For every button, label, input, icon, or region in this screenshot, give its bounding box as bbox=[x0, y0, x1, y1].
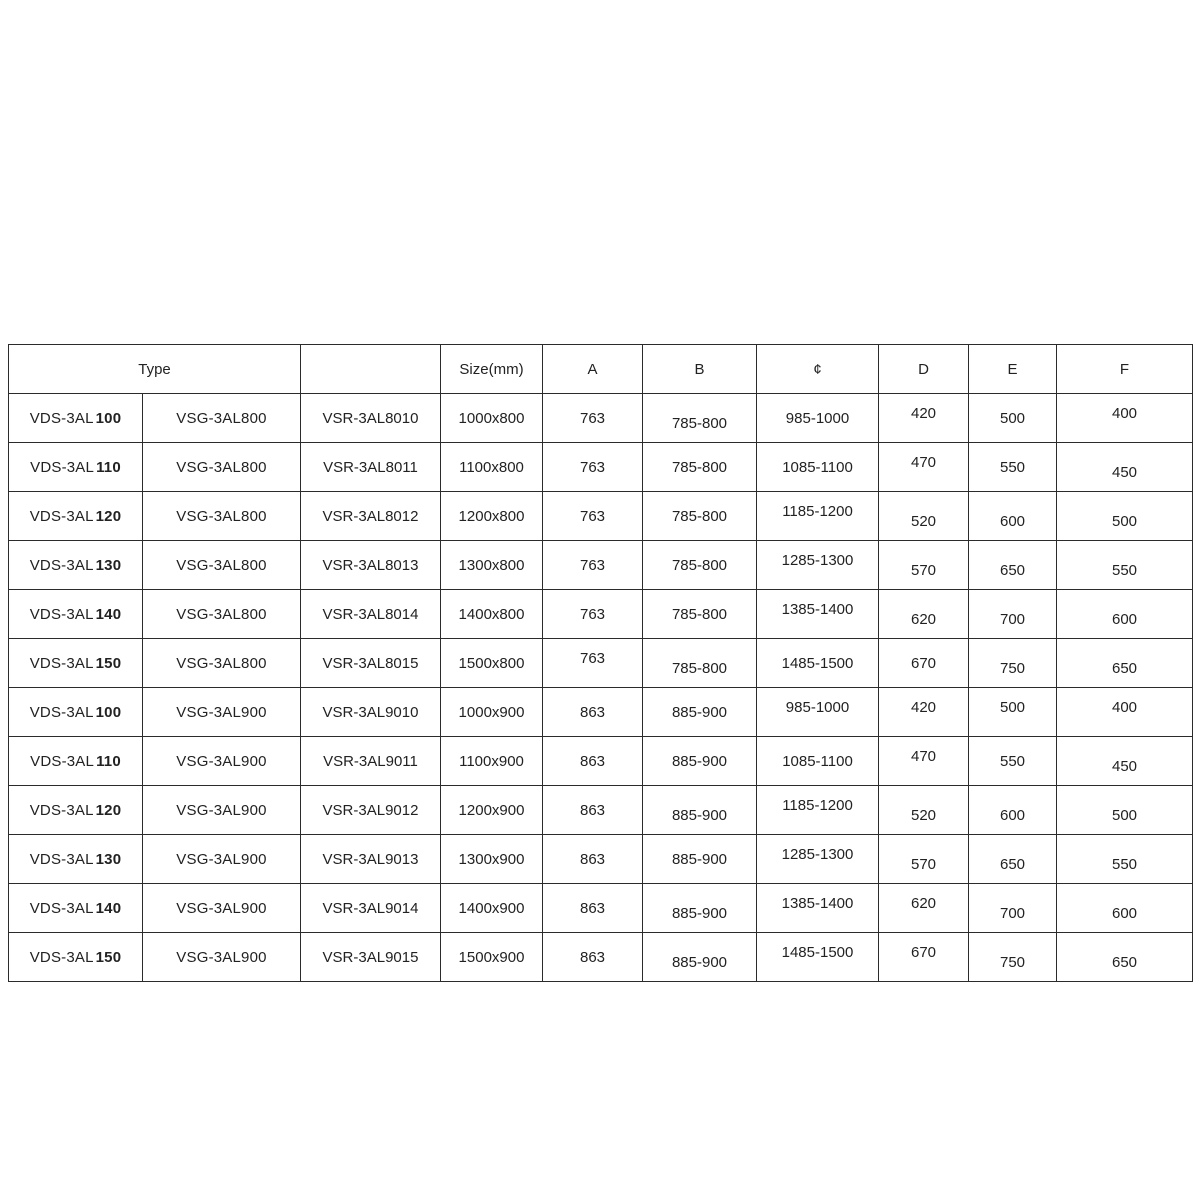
cell-dimension-e: 750 bbox=[969, 644, 1057, 693]
type-primary-model: VDS-3AL bbox=[29, 507, 94, 525]
type-primary-number: 120 bbox=[95, 801, 122, 819]
cell-dimension-e: 500 bbox=[969, 683, 1057, 732]
cell-size: 1400x800 bbox=[441, 590, 543, 639]
cell-type-secondary: VSG-3AL900 bbox=[143, 786, 301, 835]
cell-dimension-b: 785-800 bbox=[643, 644, 757, 693]
cell-dimension-f: 500 bbox=[1057, 497, 1193, 546]
specification-table bbox=[8, 344, 1193, 982]
cell-dimension-e: 700 bbox=[969, 889, 1057, 938]
cell-dimension-a: 863 bbox=[543, 884, 643, 933]
cell-type-secondary: VSG-3AL800 bbox=[143, 394, 301, 443]
cell-type-secondary: VSG-3AL900 bbox=[143, 884, 301, 933]
table-row bbox=[9, 737, 1193, 786]
cell-dimension-b: 785-800 bbox=[643, 492, 757, 541]
cell-dimension-d: 420 bbox=[879, 389, 969, 438]
cell-dimension-c: 1085-1100 bbox=[757, 443, 879, 492]
cell-dimension-b: 785-800 bbox=[643, 443, 757, 492]
cell-dimension-d: 470 bbox=[879, 438, 969, 487]
cell-dimension-c: 1185-1200 bbox=[757, 487, 879, 536]
type-primary-model: VDS-3AL bbox=[29, 409, 94, 427]
cell-type-secondary: VSG-3AL800 bbox=[143, 443, 301, 492]
cell-size: 1100x800 bbox=[441, 443, 543, 492]
cell-dimension-c: 1285-1300 bbox=[757, 830, 879, 879]
cell-dimension-c: 985-1000 bbox=[757, 394, 879, 443]
cell-dimension-e: 600 bbox=[969, 497, 1057, 546]
type-primary-model: VDS-3AL bbox=[29, 850, 94, 868]
cell-dimension-a: 863 bbox=[543, 933, 643, 982]
cell-type-tertiary: VSR-3AL9010 bbox=[301, 688, 441, 737]
cell-dimension-f: 400 bbox=[1057, 683, 1193, 732]
cell-dimension-e: 500 bbox=[969, 394, 1057, 443]
column-header-b: B bbox=[643, 345, 757, 394]
table-header-row bbox=[9, 345, 1193, 394]
cell-size: 1000x900 bbox=[441, 688, 543, 737]
cell-dimension-c: 1285-1300 bbox=[757, 536, 879, 585]
cell-dimension-c: 1485-1500 bbox=[757, 639, 879, 688]
cell-type-tertiary: VSR-3AL9015 bbox=[301, 933, 441, 982]
spec-table-container bbox=[8, 344, 1192, 982]
cell-dimension-a: 863 bbox=[543, 737, 643, 786]
type-primary-model: VDS-3AL bbox=[29, 605, 94, 623]
cell-type-primary bbox=[9, 639, 143, 688]
column-header-blank bbox=[301, 345, 441, 394]
table-row bbox=[9, 688, 1193, 737]
cell-dimension-e: 650 bbox=[969, 546, 1057, 595]
cell-dimension-a: 763 bbox=[543, 634, 643, 683]
cell-dimension-d: 670 bbox=[879, 639, 969, 688]
cell-dimension-b: 885-900 bbox=[643, 889, 757, 938]
cell-type-primary bbox=[9, 590, 143, 639]
column-header-c: ¢ bbox=[757, 345, 879, 394]
cell-dimension-f: 450 bbox=[1057, 448, 1193, 497]
table-row bbox=[9, 884, 1193, 933]
type-primary-number: 110 bbox=[96, 458, 121, 476]
cell-type-tertiary: VSR-3AL8015 bbox=[301, 639, 441, 688]
cell-type-primary bbox=[9, 933, 143, 982]
cell-type-primary bbox=[9, 737, 143, 786]
cell-dimension-b: 885-900 bbox=[643, 938, 757, 987]
table-row bbox=[9, 443, 1193, 492]
cell-dimension-e: 550 bbox=[969, 443, 1057, 492]
cell-dimension-b: 785-800 bbox=[643, 399, 757, 448]
cell-dimension-a: 763 bbox=[543, 590, 643, 639]
cell-type-secondary: VSG-3AL900 bbox=[143, 688, 301, 737]
cell-type-secondary: VSG-3AL900 bbox=[143, 933, 301, 982]
cell-size: 1500x800 bbox=[441, 639, 543, 688]
cell-type-primary bbox=[9, 541, 143, 590]
cell-type-primary bbox=[9, 394, 143, 443]
type-primary-model: VDS-3AL bbox=[29, 654, 94, 672]
cell-type-tertiary: VSR-3AL8012 bbox=[301, 492, 441, 541]
table-row bbox=[9, 786, 1193, 835]
table-row bbox=[9, 639, 1193, 688]
cell-dimension-d: 520 bbox=[879, 791, 969, 840]
cell-dimension-f: 600 bbox=[1057, 595, 1193, 644]
type-primary-number: 100 bbox=[95, 409, 122, 427]
cell-dimension-f: 500 bbox=[1057, 791, 1193, 840]
cell-dimension-d: 620 bbox=[879, 879, 969, 928]
cell-dimension-e: 600 bbox=[969, 791, 1057, 840]
cell-size: 1000x800 bbox=[441, 394, 543, 443]
cell-dimension-b: 785-800 bbox=[643, 541, 757, 590]
cell-dimension-a: 763 bbox=[543, 443, 643, 492]
type-primary-number: 100 bbox=[95, 703, 122, 721]
cell-dimension-a: 863 bbox=[543, 835, 643, 884]
cell-type-secondary: VSG-3AL800 bbox=[143, 492, 301, 541]
cell-dimension-b: 885-900 bbox=[643, 688, 757, 737]
cell-type-tertiary: VSR-3AL9013 bbox=[301, 835, 441, 884]
cell-dimension-e: 700 bbox=[969, 595, 1057, 644]
cell-dimension-c: 1385-1400 bbox=[757, 585, 879, 634]
column-header-d: D bbox=[879, 345, 969, 394]
cell-dimension-a: 763 bbox=[543, 492, 643, 541]
cell-size: 1200x900 bbox=[441, 786, 543, 835]
cell-dimension-f: 450 bbox=[1057, 742, 1193, 791]
cell-dimension-d: 470 bbox=[879, 732, 969, 781]
cell-type-tertiary: VSR-3AL8013 bbox=[301, 541, 441, 590]
cell-type-primary bbox=[9, 443, 143, 492]
cell-dimension-a: 863 bbox=[543, 688, 643, 737]
column-header-f: F bbox=[1057, 345, 1193, 394]
cell-dimension-d: 420 bbox=[879, 683, 969, 732]
cell-type-primary bbox=[9, 835, 143, 884]
column-header-e: E bbox=[969, 345, 1057, 394]
cell-dimension-c: 985-1000 bbox=[757, 683, 879, 732]
type-primary-model: VDS-3AL bbox=[29, 948, 94, 966]
cell-dimension-a: 763 bbox=[543, 541, 643, 590]
type-primary-model: VDS-3AL bbox=[30, 458, 95, 476]
cell-dimension-c: 1485-1500 bbox=[757, 928, 879, 977]
cell-type-primary bbox=[9, 492, 143, 541]
cell-dimension-b: 885-900 bbox=[643, 737, 757, 786]
cell-size: 1500x900 bbox=[441, 933, 543, 982]
cell-dimension-a: 863 bbox=[543, 786, 643, 835]
type-primary-model: VDS-3AL bbox=[29, 703, 94, 721]
cell-type-secondary: VSG-3AL800 bbox=[143, 541, 301, 590]
column-header-type: Type bbox=[9, 345, 301, 394]
cell-type-primary bbox=[9, 786, 143, 835]
type-primary-number: 110 bbox=[96, 752, 121, 770]
cell-type-tertiary: VSR-3AL9014 bbox=[301, 884, 441, 933]
type-primary-number: 130 bbox=[95, 556, 122, 574]
type-primary-number: 120 bbox=[95, 507, 122, 525]
cell-dimension-a: 763 bbox=[543, 394, 643, 443]
cell-size: 1400x900 bbox=[441, 884, 543, 933]
type-primary-number: 140 bbox=[95, 899, 122, 917]
cell-type-secondary: VSG-3AL800 bbox=[143, 590, 301, 639]
column-header-a: A bbox=[543, 345, 643, 394]
cell-dimension-f: 400 bbox=[1057, 389, 1193, 438]
cell-type-tertiary: VSR-3AL8014 bbox=[301, 590, 441, 639]
cell-type-tertiary: VSR-3AL9011 bbox=[301, 737, 441, 786]
cell-size: 1100x900 bbox=[441, 737, 543, 786]
table-row bbox=[9, 492, 1193, 541]
cell-dimension-d: 670 bbox=[879, 928, 969, 977]
column-header-size: Size(mm) bbox=[441, 345, 543, 394]
cell-dimension-f: 650 bbox=[1057, 938, 1193, 987]
table-row bbox=[9, 835, 1193, 884]
cell-dimension-e: 650 bbox=[969, 840, 1057, 889]
cell-dimension-d: 520 bbox=[879, 497, 969, 546]
table-row bbox=[9, 590, 1193, 639]
cell-dimension-e: 750 bbox=[969, 938, 1057, 987]
cell-dimension-e: 550 bbox=[969, 737, 1057, 786]
cell-dimension-b: 885-900 bbox=[643, 791, 757, 840]
cell-dimension-d: 570 bbox=[879, 840, 969, 889]
cell-type-tertiary: VSR-3AL8010 bbox=[301, 394, 441, 443]
type-primary-number: 130 bbox=[95, 850, 122, 868]
cell-type-secondary: VSG-3AL900 bbox=[143, 737, 301, 786]
cell-dimension-f: 600 bbox=[1057, 889, 1193, 938]
cell-dimension-c: 1085-1100 bbox=[757, 737, 879, 786]
cell-size: 1300x800 bbox=[441, 541, 543, 590]
cell-type-primary bbox=[9, 688, 143, 737]
cell-dimension-c: 1385-1400 bbox=[757, 879, 879, 928]
cell-dimension-b: 885-900 bbox=[643, 835, 757, 884]
type-primary-number: 150 bbox=[95, 654, 122, 672]
type-primary-number: 150 bbox=[95, 948, 122, 966]
cell-dimension-f: 550 bbox=[1057, 546, 1193, 595]
cell-type-tertiary: VSR-3AL8011 bbox=[301, 443, 441, 492]
cell-size: 1200x800 bbox=[441, 492, 543, 541]
cell-type-secondary: VSG-3AL800 bbox=[143, 639, 301, 688]
type-primary-model: VDS-3AL bbox=[29, 899, 94, 917]
cell-dimension-f: 550 bbox=[1057, 840, 1193, 889]
cell-dimension-d: 570 bbox=[879, 546, 969, 595]
cell-type-tertiary: VSR-3AL9012 bbox=[301, 786, 441, 835]
cell-type-secondary: VSG-3AL900 bbox=[143, 835, 301, 884]
cell-dimension-c: 1185-1200 bbox=[757, 781, 879, 830]
cell-dimension-f: 650 bbox=[1057, 644, 1193, 693]
table-row bbox=[9, 933, 1193, 982]
cell-type-primary bbox=[9, 884, 143, 933]
cell-dimension-b: 785-800 bbox=[643, 590, 757, 639]
cell-size: 1300x900 bbox=[441, 835, 543, 884]
type-primary-model: VDS-3AL bbox=[29, 801, 94, 819]
type-primary-number: 140 bbox=[95, 605, 122, 623]
cell-dimension-d: 620 bbox=[879, 595, 969, 644]
type-primary-model: VDS-3AL bbox=[30, 752, 95, 770]
table-row bbox=[9, 394, 1193, 443]
table-row bbox=[9, 541, 1193, 590]
type-primary-model: VDS-3AL bbox=[29, 556, 94, 574]
